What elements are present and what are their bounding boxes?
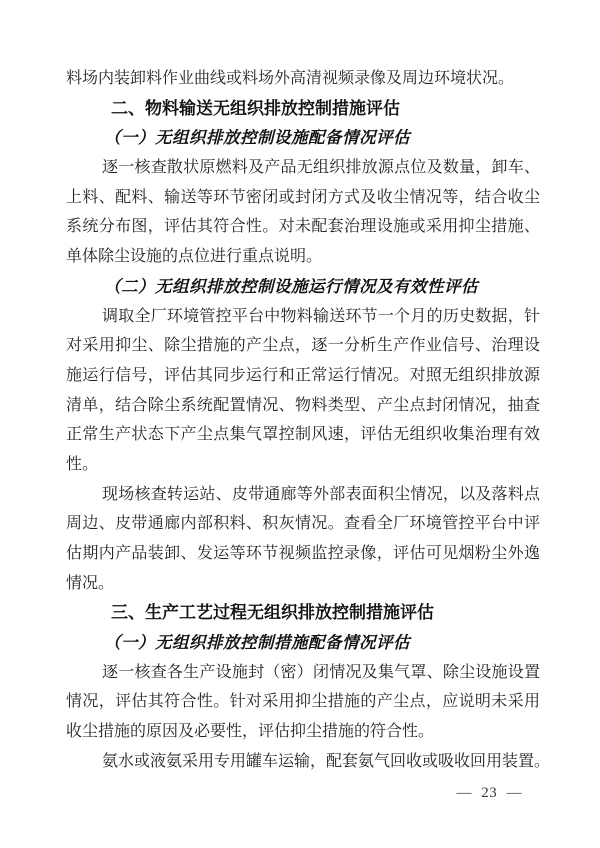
- document-body: [66, 64, 551, 777]
- text-line: 逐一核查各生产设施封（密）闭情况及集气罩、除尘设施设置: [102, 663, 540, 681]
- text-line: 情况，评估其符合性。针对采用抑尘措施的产尘点，应说明未采用: [66, 693, 540, 711]
- text-line: 料场内装卸料作业曲线或料场外高清视频录像及周边环境状况。: [66, 70, 515, 87]
- text-line: 上料、配料、输送等环节密闭或封闭方式及收尘情况等，结合收尘: [66, 188, 540, 206]
- paragraph: [66, 153, 540, 272]
- paragraph: [66, 302, 540, 480]
- text-line: （一）无组织排放控制措施配备情况评估: [104, 633, 410, 653]
- text-line: 单体除尘设施的点位进行重点说明。: [66, 248, 323, 266]
- text-line: 清单，结合除尘系统配置情况、物料类型、产尘点封闭情况，抽查: [66, 396, 540, 414]
- text-line: 氨水或液氨采用专用罐车运输，配套氨气回收或吸收回用装置。: [102, 752, 551, 770]
- text-line: 估期内产品装卸、发运等环节视频监控录像，评估可见烟粉尘外逸: [66, 545, 540, 562]
- subsection-heading: [66, 272, 540, 302]
- subsection-heading: [66, 628, 540, 658]
- text-line: 现场核查转运站、皮带通廊等外部表面积尘情况，以及落料点: [102, 485, 540, 503]
- text-line: 施运行信号，评估其同步运行和正常运行情况。对照无组织排放源: [66, 366, 540, 384]
- section-heading: [66, 94, 540, 124]
- text-line: 三、生产工艺过程无组织排放控制措施评估: [111, 603, 434, 623]
- text-line: 情况。: [66, 574, 115, 592]
- paragraph: [66, 747, 551, 777]
- text-line: 正常生产状态下产尘点集气罩控制风速，评估无组织收集治理有效: [66, 426, 540, 444]
- paragraph: [66, 64, 540, 94]
- paragraph: [66, 480, 540, 599]
- text-line: 对采用抑尘、除尘措施的产尘点，逐一分析生产作业信号、治理设: [66, 337, 540, 355]
- text-line: 性。: [66, 455, 99, 473]
- page-number: — 23 —: [456, 785, 522, 801]
- text-line: 调取全厂环境管控平台中物料输送环节一个月的历史数据，针: [102, 307, 540, 325]
- paragraph: [66, 658, 540, 747]
- text-line: （二）无组织排放控制设施运行情况及有效性评估: [104, 276, 478, 296]
- text-line: 系统分布图，评估其符合性。对未配套治理设施或采用抑尘措施、: [66, 218, 540, 236]
- text-line: 周边、皮带通廊内部积料、积灰情况。查看全厂环境管控平台中评: [66, 515, 540, 533]
- text-line: 逐一核查散状原燃料及产品无组织排放源点位及数量，卸车、: [102, 159, 540, 177]
- section-heading: [66, 598, 540, 628]
- text-line: 收尘措施的原因及必要性，评估抑尘措施的符合性。: [66, 723, 435, 741]
- subsection-heading: [66, 123, 540, 153]
- text-line: （一）无组织排放控制设施配备情况评估: [104, 128, 410, 148]
- text-line: 二、物料输送无组织排放控制措施评估: [111, 98, 400, 118]
